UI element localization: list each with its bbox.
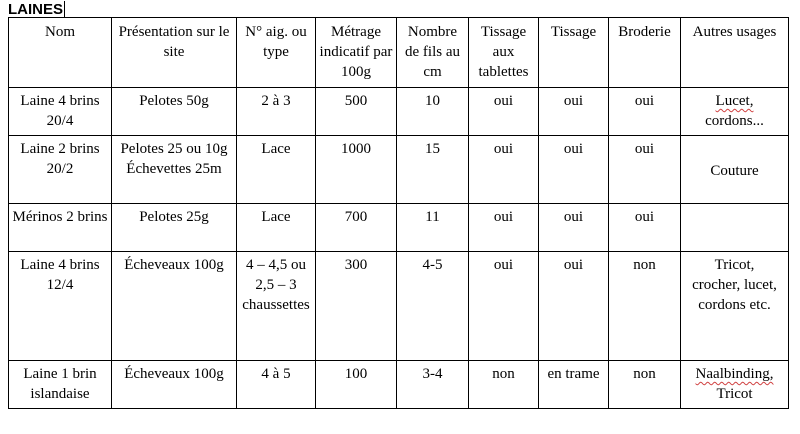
cell-nom: Laine 4 brins 20/4 (9, 88, 112, 136)
cell-tissage: oui (539, 88, 609, 136)
cell-fils: 15 (397, 136, 469, 204)
table-row (9, 136, 789, 204)
cell-aiguille: 4 – 4,5 ou 2,5 – 3 chaussettes (237, 252, 316, 361)
cell-aiguille: 2 à 3 (237, 88, 316, 136)
cell-broderie: oui (609, 204, 681, 252)
usage-line: crocher, lucet, (692, 277, 777, 293)
cell-tissage: oui (539, 204, 609, 252)
cell-nom: Laine 1 brin islandaise (9, 361, 112, 409)
cell-usages (681, 252, 789, 361)
cell-broderie: non (609, 361, 681, 409)
table-header-row (9, 18, 789, 88)
table-row (9, 88, 789, 136)
cell-tablettes: oui (469, 252, 539, 361)
cell-broderie: oui (609, 88, 681, 136)
cell-presentation: Pelotes 25g (112, 204, 237, 252)
cell-nom: Mérinos 2 brins (9, 204, 112, 252)
cell-usages (681, 204, 789, 252)
cell-tablettes: oui (469, 88, 539, 136)
cell-presentation: Pelotes 50g (112, 88, 237, 136)
usage-line: Couture (710, 163, 759, 179)
cell-usages (681, 88, 789, 136)
cell-tissage: oui (539, 252, 609, 361)
text-cursor (64, 1, 65, 17)
header-metrage: Métrage indicatif par 100g (316, 18, 397, 88)
cell-aiguille: 4 à 5 (237, 361, 316, 409)
header-fils: Nombre de fils au cm (397, 18, 469, 88)
cell-metrage: 500 (316, 88, 397, 136)
cell-metrage: 1000 (316, 136, 397, 204)
cell-metrage: 700 (316, 204, 397, 252)
table-row (9, 361, 789, 409)
cell-presentation: Écheveaux 100g (112, 361, 237, 409)
header-tablettes: Tissage aux tablettes (469, 18, 539, 88)
cell-broderie: oui (609, 136, 681, 204)
usage-line: Tricot, (714, 257, 755, 273)
usage-line: cordons... (705, 113, 764, 129)
cell-fils: 10 (397, 88, 469, 136)
table-row (9, 252, 789, 361)
cell-nom: Laine 4 brins 12/4 (9, 252, 112, 361)
wool-table (8, 17, 789, 409)
usage-line: Lucet, (715, 93, 754, 109)
cell-metrage: 300 (316, 252, 397, 361)
table-row (9, 204, 789, 252)
cell-tablettes: non (469, 361, 539, 409)
cell-tissage: en trame (539, 361, 609, 409)
cell-nom: Laine 2 brins 20/2 (9, 136, 112, 204)
cell-fils: 4-5 (397, 252, 469, 361)
cell-aiguille: Lace (237, 136, 316, 204)
header-usages: Autres usages (681, 18, 789, 88)
header-tissage: Tissage (539, 18, 609, 88)
cell-fils: 3-4 (397, 361, 469, 409)
cell-fils: 11 (397, 204, 469, 252)
cell-presentation: Pelotes 25 ou 10g Échevettes 25m (112, 136, 237, 204)
header-aiguille: N° aig. ou type (237, 18, 316, 88)
cell-tablettes: oui (469, 204, 539, 252)
header-presentation: Présentation sur le site (112, 18, 237, 88)
header-nom: Nom (9, 18, 112, 88)
usage-line: Naalbinding, (695, 366, 774, 382)
cell-presentation: Écheveaux 100g (112, 252, 237, 361)
cell-metrage: 100 (316, 361, 397, 409)
cell-tablettes: oui (469, 136, 539, 204)
heading-text: LAINES (8, 1, 64, 18)
usage-line: cordons etc. (698, 297, 771, 313)
cell-usages (681, 136, 789, 204)
header-broderie: Broderie (609, 18, 681, 88)
cell-tissage: oui (539, 136, 609, 204)
cell-usages (681, 361, 789, 409)
cell-aiguille: Lace (237, 204, 316, 252)
usage-line: Tricot (716, 386, 753, 402)
cell-broderie: non (609, 252, 681, 361)
